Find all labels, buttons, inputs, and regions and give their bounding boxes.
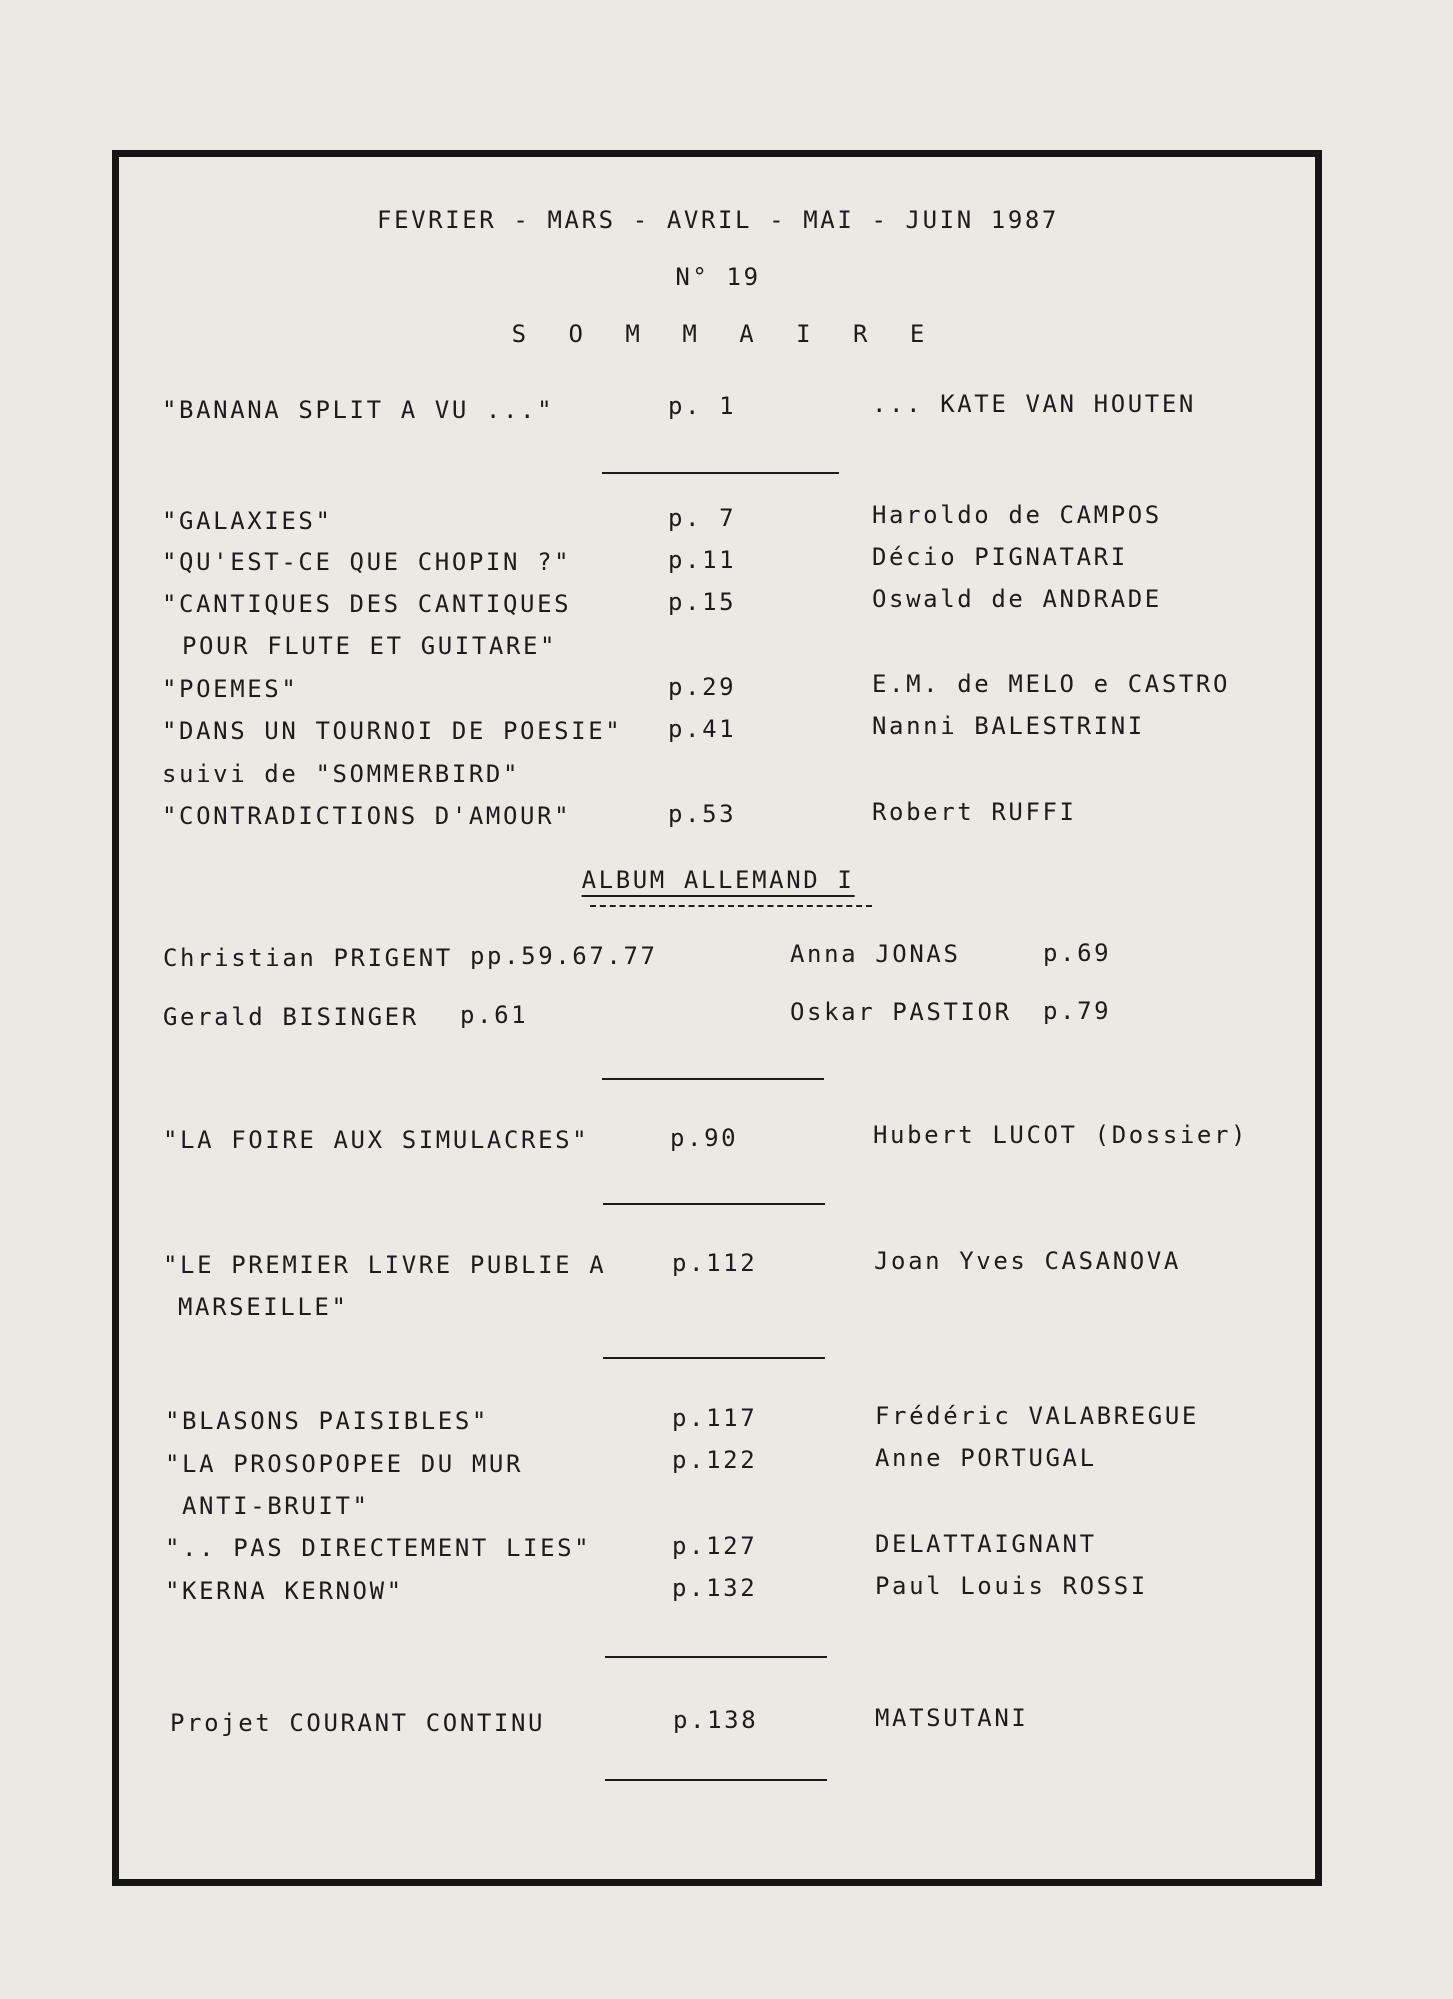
entry-author: Décio PIGNATARI: [872, 543, 1128, 571]
section-divider: [605, 1779, 827, 1781]
section-divider: [603, 1203, 825, 1205]
entry-title-continued: ANTI-BRUIT": [182, 1492, 370, 1520]
entry-page: p.117: [672, 1404, 758, 1432]
section-divider: [602, 472, 839, 474]
album-author: Christian PRIGENT: [163, 944, 453, 972]
entry-author: E.M. de MELO e CASTRO: [872, 670, 1231, 698]
entry-title: ".. PAS DIRECTEMENT LIES": [165, 1534, 592, 1562]
issue-number: N° 19: [675, 263, 761, 291]
entry-author: DELATTAIGNANT: [875, 1530, 1097, 1558]
section-divider: [605, 1656, 827, 1658]
entry-author: Frédéric VALABREGUE: [875, 1402, 1199, 1430]
album-author: Gerald BISINGER: [163, 1003, 419, 1031]
entry-author: ... KATE VAN HOUTEN: [872, 390, 1196, 418]
album-page: p.61: [460, 1001, 529, 1029]
entry-title: "POEMES": [162, 675, 299, 703]
entry-title: "KERNA KERNOW": [165, 1577, 404, 1605]
issue-dates: FEVRIER - MARS - AVRIL - MAI - JUIN 1987: [377, 206, 1059, 234]
entry-author: MATSUTANI: [875, 1704, 1029, 1732]
entry-author: Hubert LUCOT (Dossier): [873, 1121, 1249, 1149]
entry-title: "LE PREMIER LIVRE PUBLIE A: [163, 1251, 607, 1279]
entry-title: "LA PROSOPOPEE DU MUR: [165, 1450, 524, 1478]
entry-title: "DANS UN TOURNOI DE POESIE": [162, 717, 623, 745]
entry-page: p.90: [670, 1124, 739, 1152]
section-divider: [602, 1078, 824, 1080]
entry-author: Paul Louis ROSSI: [875, 1572, 1148, 1600]
entry-title: "CONTRADICTIONS D'AMOUR": [162, 802, 572, 830]
album-author: Oskar PASTIOR: [790, 998, 1012, 1026]
entry-page: p.127: [672, 1532, 758, 1560]
entry-title-continued: MARSEILLE": [178, 1293, 349, 1321]
section-divider: [603, 1357, 825, 1359]
entry-page: p.15: [668, 588, 737, 616]
album-page: p.69: [1043, 939, 1112, 967]
entry-author: Anne PORTUGAL: [875, 1444, 1097, 1472]
entry-title: "BANANA SPLIT A VU ...": [162, 396, 555, 424]
album-author: Anna JONAS: [790, 940, 961, 968]
album-page: p.79: [1043, 997, 1112, 1025]
entry-author: Robert RUFFI: [872, 798, 1077, 826]
entry-author: Nanni BALESTRINI: [872, 712, 1145, 740]
entry-title-continued: suivi de "SOMMERBIRD": [162, 760, 521, 788]
entry-page: p. 7: [668, 504, 737, 532]
entry-title: "GALAXIES": [162, 507, 333, 535]
entry-page: p.11: [668, 546, 737, 574]
entry-page: p.41: [668, 715, 737, 743]
entry-author: Haroldo de CAMPOS: [872, 501, 1162, 529]
entry-page: p.122: [672, 1446, 758, 1474]
entry-title: "QU'EST-CE QUE CHOPIN ?": [162, 548, 572, 576]
entry-page: p.132: [672, 1574, 758, 1602]
entry-page: p. 1: [668, 392, 737, 420]
entry-page: p.53: [668, 800, 737, 828]
album-page: pp.59.67.77: [470, 942, 658, 970]
entry-title: "CANTIQUES DES CANTIQUES: [162, 590, 572, 618]
entry-title-continued: POUR FLUTE ET GUITARE": [182, 632, 558, 660]
entry-title: "LA FOIRE AUX SIMULACRES": [163, 1126, 590, 1154]
entry-page: p.138: [673, 1706, 759, 1734]
page-title: S O M M A I R E: [511, 320, 939, 348]
entry-title: "BLASONS PAISIBLES": [165, 1407, 489, 1435]
entry-page: p.29: [668, 673, 737, 701]
entry-title: Projet COURANT CONTINU: [170, 1709, 546, 1737]
entry-page: p.112: [672, 1249, 758, 1277]
entry-author: Oswald de ANDRADE: [872, 585, 1162, 613]
album-heading-dashed-underline: [590, 905, 872, 907]
entry-author: Joan Yves CASANOVA: [874, 1247, 1181, 1275]
album-heading: ALBUM ALLEMAND I: [582, 868, 855, 897]
